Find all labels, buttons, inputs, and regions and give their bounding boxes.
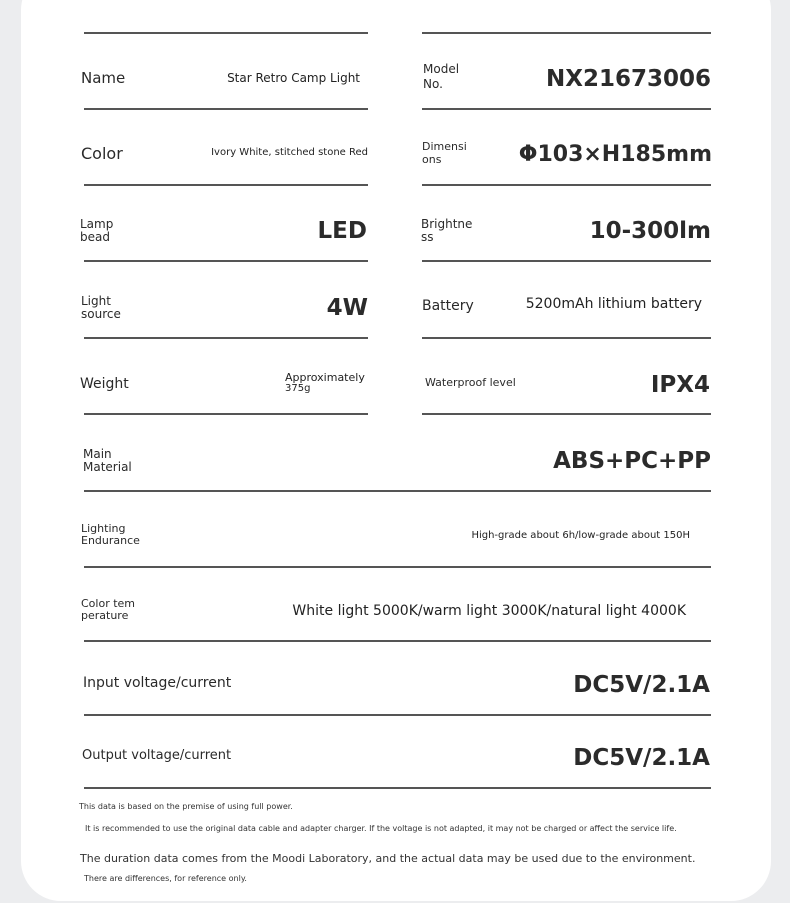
name-value: Star Retro Camp Light	[227, 71, 360, 85]
output-value: DC5V/2.1A	[573, 745, 710, 771]
weight-value: 375g	[285, 383, 311, 394]
endurance-label: Lighting	[81, 522, 126, 535]
dimensions-value: Φ103×H185mm	[518, 142, 712, 167]
output-label: Output voltage/current	[82, 748, 232, 763]
material-label: Main	[83, 447, 112, 461]
note-reference: There are differences, for reference only.	[84, 874, 247, 883]
light-source-value: 4W	[326, 295, 368, 321]
dimensions-label: Dimensi	[422, 140, 467, 153]
endurance-value: High-grade about 6h/low-grade about 150H	[471, 530, 690, 541]
note-laboratory: The duration data comes from the Moodi Laboratory, and the actual data may be used due to the environment.	[80, 852, 696, 865]
waterproof-label: Waterproof level	[425, 376, 516, 389]
waterproof-value: IPX4	[650, 372, 710, 398]
divider	[84, 337, 368, 339]
note-full-power: This data is based on the premise of using full power.	[79, 802, 293, 811]
divider	[84, 787, 711, 789]
input-label: Input voltage/current	[83, 675, 232, 691]
input-value: DC5V/2.1A	[573, 672, 710, 698]
model-value: NX21673006	[545, 66, 711, 92]
weight-value: Approximately	[285, 371, 365, 384]
color-temp-label: Color tem	[81, 597, 136, 610]
color-value: Ivory White, stitched stone Red	[211, 147, 368, 158]
divider	[84, 566, 711, 568]
brightness-label: Brightne	[421, 217, 473, 231]
endurance-label: Endurance	[81, 534, 140, 547]
battery-value: 5200mAh lithium battery	[525, 296, 702, 312]
divider	[84, 640, 711, 642]
divider	[422, 108, 711, 110]
brightness-label: ss	[421, 230, 434, 244]
divider	[422, 337, 711, 339]
divider	[84, 260, 368, 262]
note-charger: It is recommended to use the original data cable and adapter charger. If the voltage is not adapted, it may not be charged or affect the service life.	[85, 824, 677, 833]
color-temp-label: perature	[81, 609, 129, 622]
dimensions-label: ons	[422, 153, 442, 166]
name-label: Name	[81, 69, 126, 87]
material-label: Material	[83, 460, 132, 474]
model-label: Model	[423, 62, 460, 76]
divider	[422, 32, 711, 34]
light-source-label: source	[81, 307, 121, 321]
brightness-value: 10-300lm	[589, 218, 711, 244]
lamp-bead-value: LED	[317, 218, 367, 244]
divider	[84, 490, 711, 492]
color-label: Color	[81, 144, 123, 163]
divider	[422, 184, 711, 186]
lamp-bead-label: Lamp	[80, 217, 114, 231]
divider	[84, 32, 368, 34]
divider	[84, 413, 368, 415]
color-temp-value: White light 5000K/warm light 3000K/natural light 4000K	[292, 603, 686, 619]
divider	[422, 413, 711, 415]
divider	[84, 184, 368, 186]
light-source-label: Light	[81, 294, 111, 308]
weight-label: Weight	[80, 376, 129, 392]
material-value: ABS+PC+PP	[553, 448, 711, 474]
divider	[84, 108, 368, 110]
divider	[84, 714, 711, 716]
divider	[422, 260, 711, 262]
lamp-bead-label: bead	[80, 230, 110, 244]
model-label: No.	[423, 77, 443, 91]
battery-label: Battery	[422, 298, 474, 314]
